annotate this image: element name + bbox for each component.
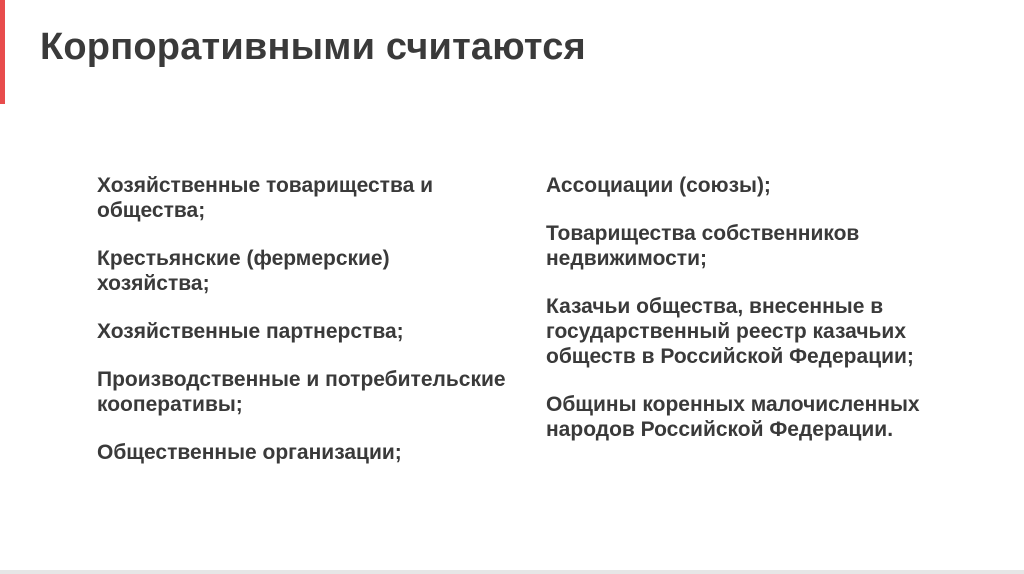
list-item: Производственные и потребительские кооперативы; xyxy=(97,368,506,416)
title-accent-bar xyxy=(0,0,5,104)
bottom-divider xyxy=(0,570,1024,574)
list-item: Хозяйственные товарищества и общества; xyxy=(97,174,433,222)
list-item: Общественные организации; xyxy=(97,441,402,464)
list-item: Хозяйственные партнерства; xyxy=(97,320,404,343)
list-item: Ассоциации (союзы); xyxy=(546,174,771,197)
right-column-list xyxy=(546,173,966,465)
list-item: Крестьянские (фермерские) хозяйства; xyxy=(97,247,390,295)
slide-title: Корпоративными считаются xyxy=(40,26,586,68)
list-item: Казачьи общества, внесенные в государственный реестр казачьих обществ в Российской Федерации; xyxy=(546,295,914,368)
list-item: Товарищества собственников недвижимости; xyxy=(546,222,860,270)
list-item: Общины коренных малочисленных народов Российской Федерации. xyxy=(546,393,920,441)
left-column-list xyxy=(97,173,507,488)
